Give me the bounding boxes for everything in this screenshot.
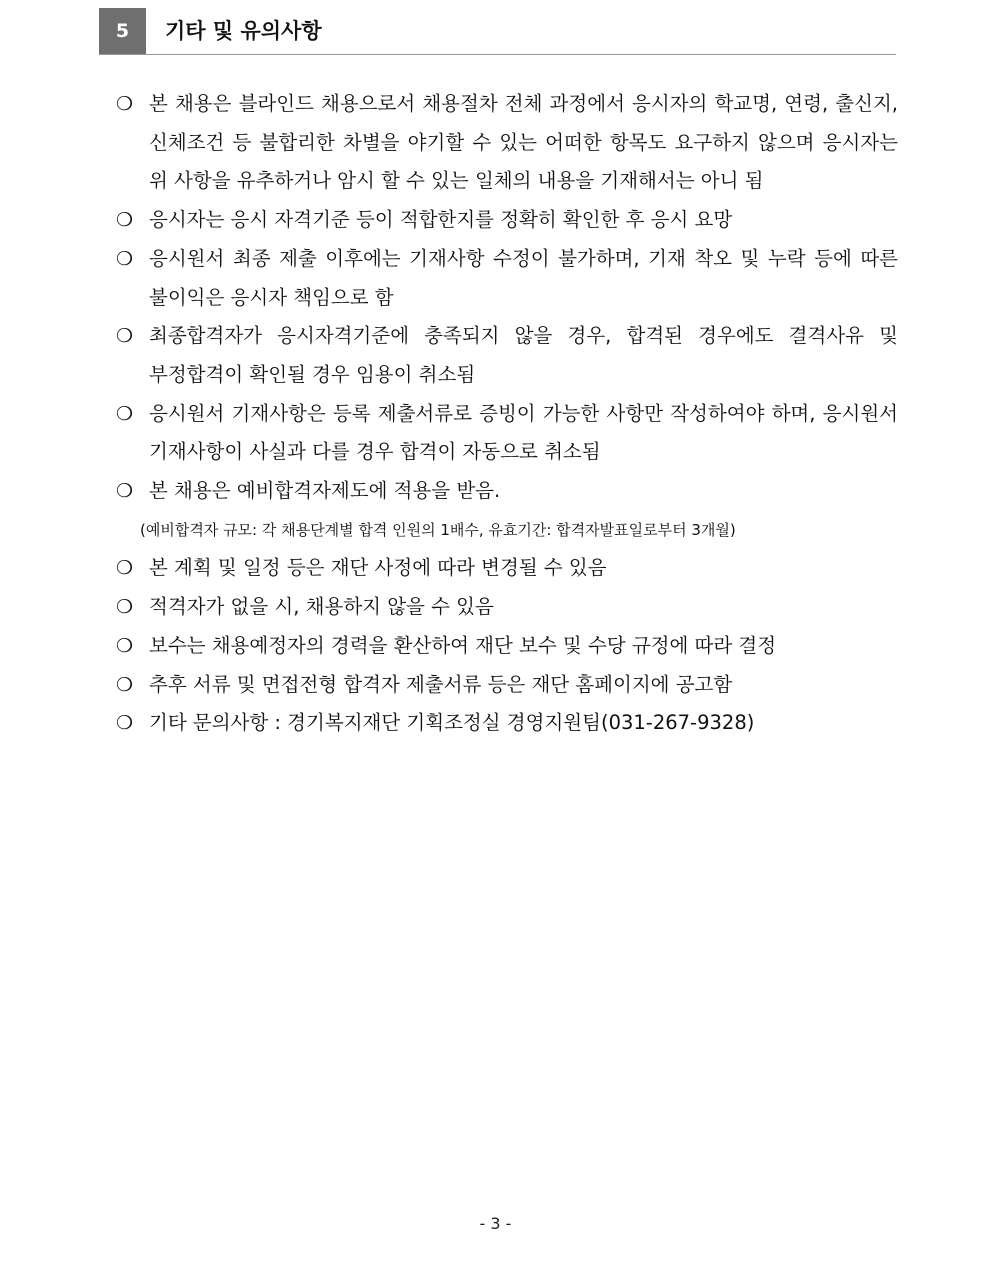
circle-bullet-icon: ❍ [116, 93, 134, 115]
section-title: 기타 및 유의사항 [165, 19, 322, 43]
section-number-badge: 5 [99, 8, 146, 54]
notice-text: 기타 문의사항 : 경기복지재단 기획조정실 경영지원팀(031-267-9328) [149, 711, 755, 735]
notice-text: 응시자는 응시 자격기준 등이 적합한지를 정확히 확인한 후 응시 요망 [149, 208, 733, 232]
reserve-candidates-note: (예비합격자 규모: 각 채용단계별 합격 인원의 1배수, 유효기간: 합격자발표일로부터 3개월) [140, 520, 736, 539]
page-number: - 3 - [479, 1214, 512, 1233]
notice-text: 응시원서 기재사항은 등록 제출서류로 증빙이 가능한 사항만 작성하여야 하며, 응시원서 기재사항이 사실과 다를 경우 합격이 자동으로 취소됨 [149, 401, 898, 464]
notice-item-disqualification [116, 317, 898, 394]
circle-bullet-icon: ❍ [116, 402, 134, 425]
circle-bullet-icon: ❍ [116, 557, 134, 580]
notice-text: 최종합격자가 응시자격기준에 충족되지 않을 경우, 합격된 경우에도 결격사유 및 부정합격이 확인될 경우 임용이 취소됨 [149, 324, 898, 386]
notice-text: 본 채용은 예비합격자제도에 적용을 받음. [149, 479, 501, 503]
circle-bullet-icon: ❍ [116, 325, 134, 348]
notice-item-document-announcement [116, 666, 898, 705]
notice-text: 본 채용은 블라인드 채용으로서 채용절차 전체 과정에서 응시자의 학교명, 연령, 출신지, 신체조건 등 불합리한 차별을 야기할 수 있는 어떠한 항목도 요구하지 않으며 응시자는 위 사항을 유추하거나 암시 할 수 있는 일체의 내용을 기재해서는 아니 됨 [149, 92, 898, 193]
section-header [99, 8, 896, 55]
notice-item-salary [116, 627, 898, 666]
circle-bullet-icon: ❍ [116, 480, 134, 503]
circle-bullet-icon: ❍ [116, 634, 134, 657]
notice-text: 응시원서 최종 제출 이후에는 기재사항 수정이 불가하며, 기재 착오 및 누락 등에 따른 불이익은 응시자 책임으로 함 [149, 246, 898, 309]
notice-item-reserve-candidates [116, 472, 898, 511]
notice-text: 보수는 채용예정자의 경력을 환산하여 재단 보수 및 수당 규정에 따라 결정 [149, 633, 777, 657]
circle-bullet-icon: ❍ [116, 712, 134, 735]
notice-item-application-proof [116, 395, 898, 472]
notice-item-schedule-change [116, 549, 898, 588]
circle-bullet-icon: ❍ [116, 209, 134, 232]
notice-list [116, 85, 898, 743]
notice-item-application-edit [116, 240, 898, 317]
notice-text: 추후 서류 및 면접전형 합격자 제출서류 등은 재단 홈페이지에 공고함 [149, 672, 733, 696]
circle-bullet-icon: ❍ [116, 247, 134, 270]
notice-item-blind-hiring [116, 85, 898, 201]
notice-text: 적격자가 없을 시, 채용하지 않을 수 있음 [149, 595, 494, 619]
notice-item-no-hire [116, 588, 898, 627]
notice-item-eligibility-check [116, 201, 898, 240]
notice-text: 본 계획 및 일정 등은 재단 사정에 따라 변경될 수 있음 [149, 556, 607, 580]
notice-item-contact [116, 704, 898, 743]
circle-bullet-icon: ❍ [116, 596, 134, 619]
circle-bullet-icon: ❍ [116, 673, 134, 696]
